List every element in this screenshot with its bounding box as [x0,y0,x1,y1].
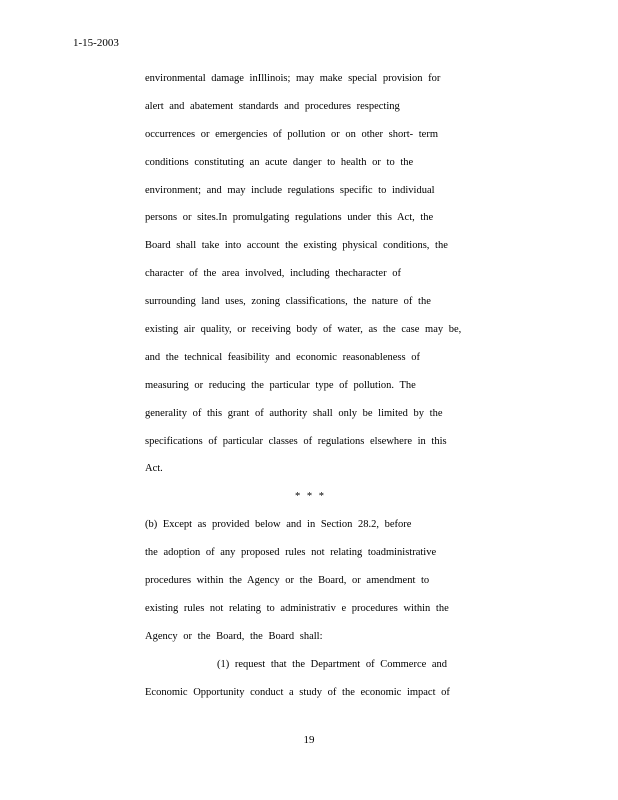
text-line: character of the area involved, including thecharacter of [145,268,401,280]
page-date-header: 1-15-2003 [73,37,119,49]
text-line-indented: (1) request that the Department of Commerce and [217,658,448,670]
page-number: 19 [303,734,315,746]
text-line: conditions constituting an acute danger to health or to the [145,156,414,168]
text-line: existing air quality, or receiving body of water, as the case may be, [145,324,462,336]
body-text [145,71,475,712]
text-line: measuring or reducing the particular type of pollution. The [145,379,416,391]
text-line: and the technical feasibility and economic reasonableness of [145,351,420,363]
text-line: the adoption of any proposed rules not relating toadministrative [145,547,437,559]
section-break-asterisks: * * * [295,491,325,503]
text-line: generality of this grant of authority shall only be limited by the [145,407,443,419]
text-line: Economic Opportunity conduct a study of the economic impact of [145,686,450,698]
text-line: Act. [145,463,163,475]
text-line: occurrences or emergencies of pollution or on other short- term [145,128,439,140]
text-line: Board shall take into account the existing physical conditions, the [145,240,448,252]
text-line: alert and abatement standards and procedures respecting [145,100,400,112]
text-line: Agency or the Board, the Board shall: [145,630,323,642]
text-line: procedures within the Agency or the Board, or amendment to [145,575,430,587]
text-line: (b) Except as provided below and in Section 28.2, before [145,519,412,531]
text-line: surrounding land uses, zoning classifications, the nature of the [145,296,431,308]
text-line: specifications of particular classes of regulations elsewhere in this [145,435,447,447]
text-line: existing rules not relating to administrativ e procedures within the [145,602,449,614]
text-line: persons or sites.In promulgating regulations under this Act, the [145,212,434,224]
text-line: environment; and may include regulations specific to individual [145,184,435,196]
text-line: environmental damage inIllinois; may make special provision for [145,73,441,84]
